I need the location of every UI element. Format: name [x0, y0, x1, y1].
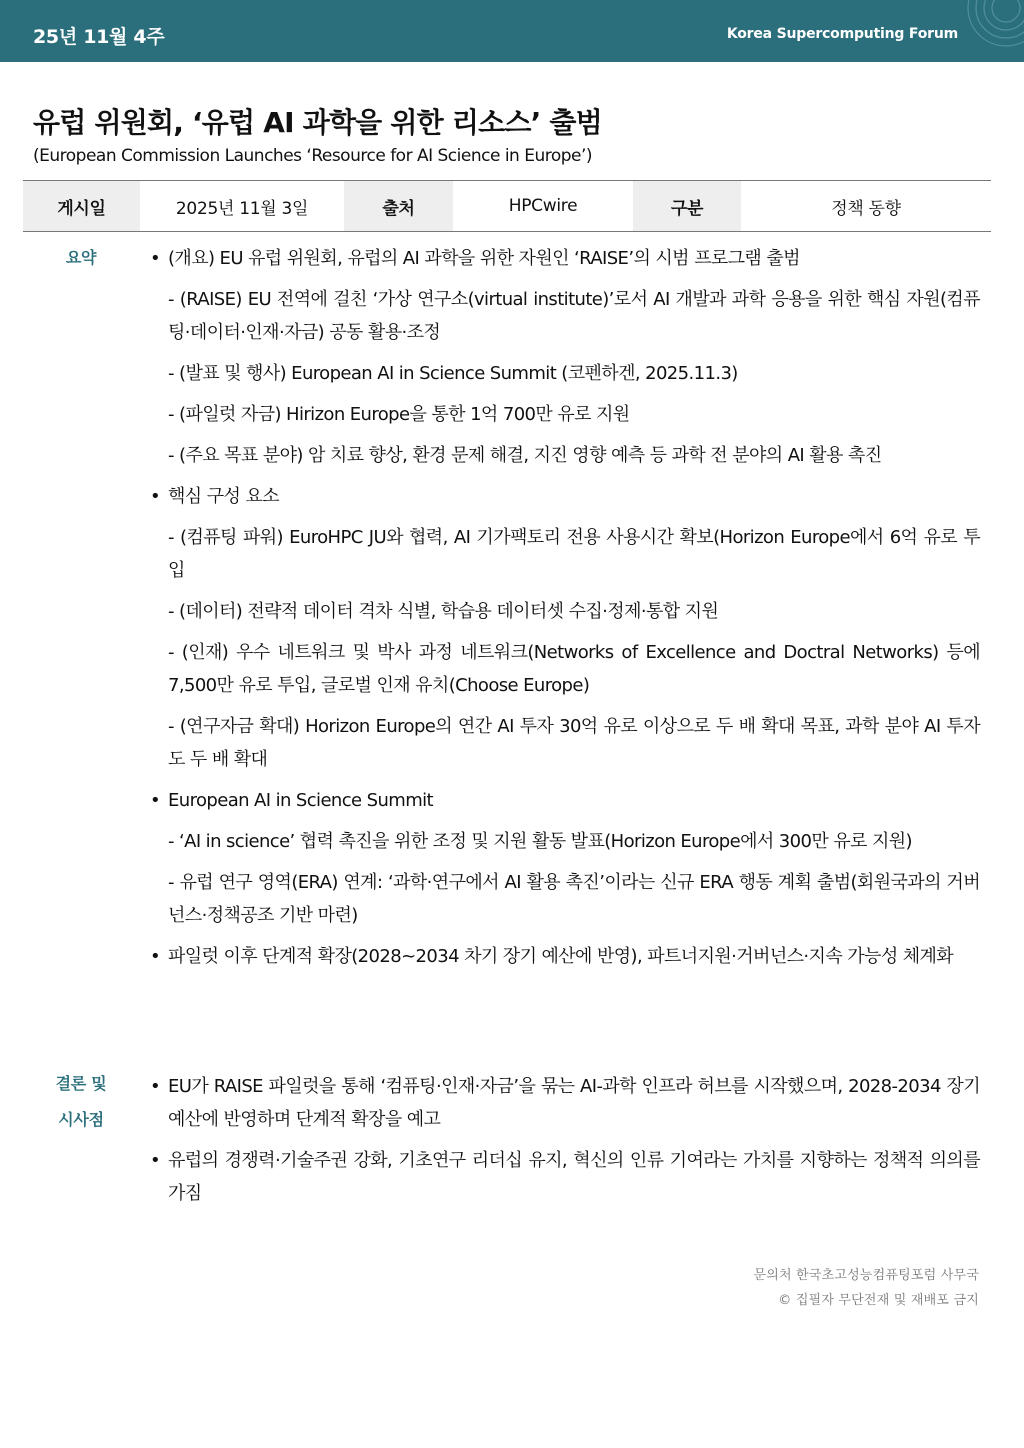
- conclusion-label-line1: 결론 및: [55, 1074, 107, 1093]
- swirl-logo-icon: [944, 0, 1024, 62]
- conclusion-label-line2: 시사점: [58, 1110, 104, 1129]
- footer-contact: 문의처 한국초고성능컴퓨팅포럼 사무국: [753, 1268, 979, 1283]
- source-label: 출처: [344, 181, 453, 231]
- summary-bullet-expansion: • 파일럿 이후 단계적 확장(2028~2034 차기 장기 예산에 반영), 파트너지원·거버넌스·지속 가능성 체계화: [148, 940, 980, 973]
- forum-name: Korea Supercomputing Forum: [726, 26, 958, 42]
- summary-sub-item: - (발표 및 행사) European AI in Science Summit (코펜하겐, 2025.11.3): [168, 363, 738, 384]
- summary-sub-item: - ‘AI in science’ 협력 촉진을 위한 조정 및 지원 활동 발표(Horizon Europe에서 300만 유로 지원): [168, 831, 912, 852]
- summary-sub-item: - (인재) 우수 네트워크 및 박사 과정 네트워크(Networks of Excellence and Doctral Networks) 등에 7,500만 유로 투입, 글로벌 인재 유치(Choose Europe): [168, 642, 980, 696]
- summary-sub-item: - 유럽 연구 영역(ERA) 연계: ‘과학·연구에서 AI 활용 촉진’이라는 신규 ERA 행동 계획 출범(회원국과의 거버넌스·정책공조 기반 마련): [168, 872, 980, 926]
- conclusion-item: • 유럽의 경쟁력·기술주권 강화, 기초연구 리더십 유지, 혁신의 인류 기여라는 가치를 지향하는 정책적 의의를 가짐: [148, 1144, 980, 1210]
- summary-sub-item: - (컴퓨팅 파워) EuroHPC JU와 협력, AI 기가팩토리 전용 사용시간 확보(Horizon Europe에서 6억 유로 투입: [168, 527, 980, 581]
- category-label: 구분: [633, 181, 741, 231]
- date-value: 2025년 11월 3일: [140, 181, 344, 231]
- summary-sub-item: - (파일럿 자금) Hirizon Europe을 통한 1억 700만 유로 지원: [168, 404, 630, 425]
- summary-label: 요약: [65, 248, 97, 267]
- summary-bullet-components: • 핵심 구성 요소: [148, 480, 980, 513]
- conclusion-content: [148, 1070, 980, 1218]
- footer-copyright: © 집필자 무단전재 및 재배포 금지: [778, 1293, 979, 1308]
- date-label: 게시일: [23, 181, 140, 231]
- meta-table: [23, 180, 991, 232]
- footer: [753, 1263, 979, 1313]
- conclusion-label: [26, 1066, 136, 1138]
- summary-sub-item: - (RAISE) EU 전역에 걸친 ‘가상 연구소(virtual institute)’로서 AI 개발과 과학 응용을 위한 핵심 자원(컴퓨팅·데이터·인재·자금) 공동 활용·조정: [168, 289, 980, 343]
- category-value: 정책 동향: [741, 181, 991, 231]
- issue-week: 25년 11월 4주: [33, 26, 165, 48]
- source-value: HPCwire: [453, 181, 633, 231]
- summary-bullet-summit: • European AI in Science Summit: [148, 784, 980, 817]
- page-subtitle: (European Commission Launches ‘Resource for AI Science in Europe’): [33, 146, 593, 166]
- summary-sub-item: - (데이터) 전략적 데이터 격차 식별, 학습용 데이터셋 수집·정제·통합 지원: [168, 601, 719, 622]
- page-title: 유럽 위원회, ‘유럽 AI 과학을 위한 리소스’ 출범: [33, 106, 602, 139]
- summary-sub-item: - (연구자금 확대) Horizon Europe의 연간 AI 투자 30억 유로 이상으로 두 배 확대 목표, 과학 분야 AI 투자도 두 배 확대: [168, 716, 980, 770]
- summary-sub-item: - (주요 목표 분야) 암 치료 향상, 환경 문제 해결, 지진 영향 예측 등 과학 전 분야의 AI 활용 촉진: [168, 445, 882, 466]
- summary-content: [148, 242, 980, 981]
- conclusion-item: • EU가 RAISE 파일럿을 통해 ‘컴퓨팅·인재·자금’을 묶는 AI-과학 인프라 허브를 시작했으며, 2028-2034 장기예산에 반영하며 단계적 확장을 예고: [148, 1070, 980, 1136]
- summary-bullet-overview: • (개요) EU 유럽 위원회, 유럽의 AI 과학을 위한 자원인 ‘RAISE’의 시범 프로그램 출범: [148, 242, 980, 275]
- header-band: [0, 0, 1024, 62]
